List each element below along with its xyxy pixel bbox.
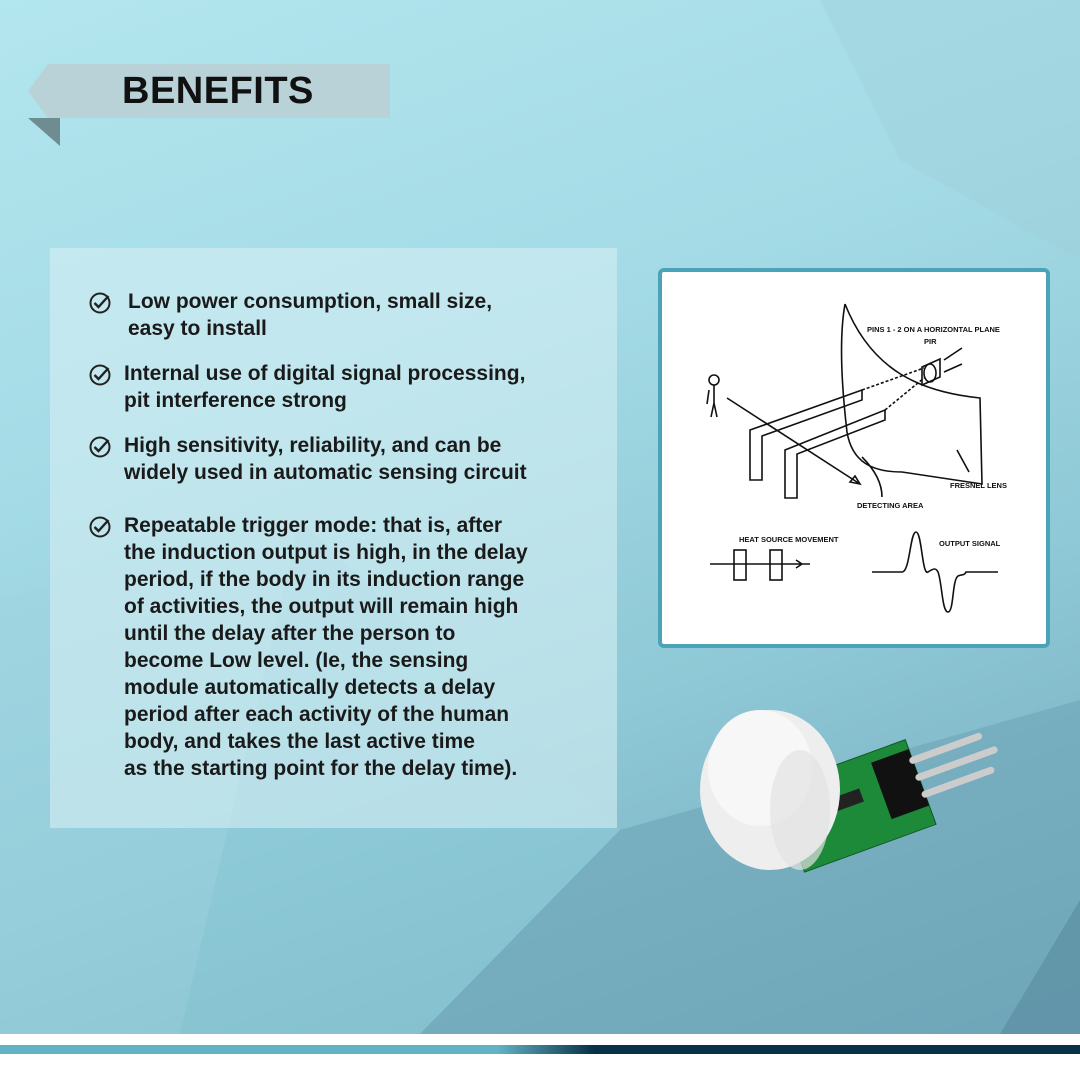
check-circle-icon — [88, 291, 112, 315]
output-signal-label: OUTPUT SIGNAL — [939, 539, 1001, 548]
pir-label: PIR — [924, 337, 937, 346]
check-circle-icon — [88, 363, 112, 387]
benefit-text: Internal use of digital signal processing, pit interference strong — [124, 362, 526, 412]
benefit-text: Low power consumption, small size, easy to install — [128, 290, 493, 340]
pir-diagram — [658, 268, 1050, 648]
detecting-area-label: DETECTING AREA — [857, 501, 924, 510]
page-title: BENEFITS — [122, 70, 314, 112]
benefit-item — [88, 360, 525, 414]
benefit-text: Repeatable trigger mode: that is, after the induction output is high, in the delay period, if the body in its induction range of activities, the output will remain high until the delay after the person to become Low level. (Ie, the sensing module automatically detects a delay period after each activity of the human body, and takes the last active time as the starting point for the delay time). — [124, 514, 528, 780]
fresnel-lens-label: FRESNEL LENS — [950, 481, 1007, 490]
check-circle-icon — [88, 435, 112, 459]
check-circle-icon — [88, 515, 112, 539]
heat-source-label: HEAT SOURCE MOVEMENT — [739, 535, 839, 544]
benefit-item — [88, 432, 527, 486]
benefit-item — [88, 288, 492, 342]
benefit-item — [88, 512, 528, 782]
pir-sensor-image — [690, 690, 1030, 950]
footer-bar — [0, 1045, 1080, 1054]
pins-label: PINS 1 - 2 ON A HORIZONTAL PLANE — [867, 325, 1000, 334]
benefit-text: High sensitivity, reliability, and can be widely used in automatic sensing circuit — [124, 434, 527, 484]
